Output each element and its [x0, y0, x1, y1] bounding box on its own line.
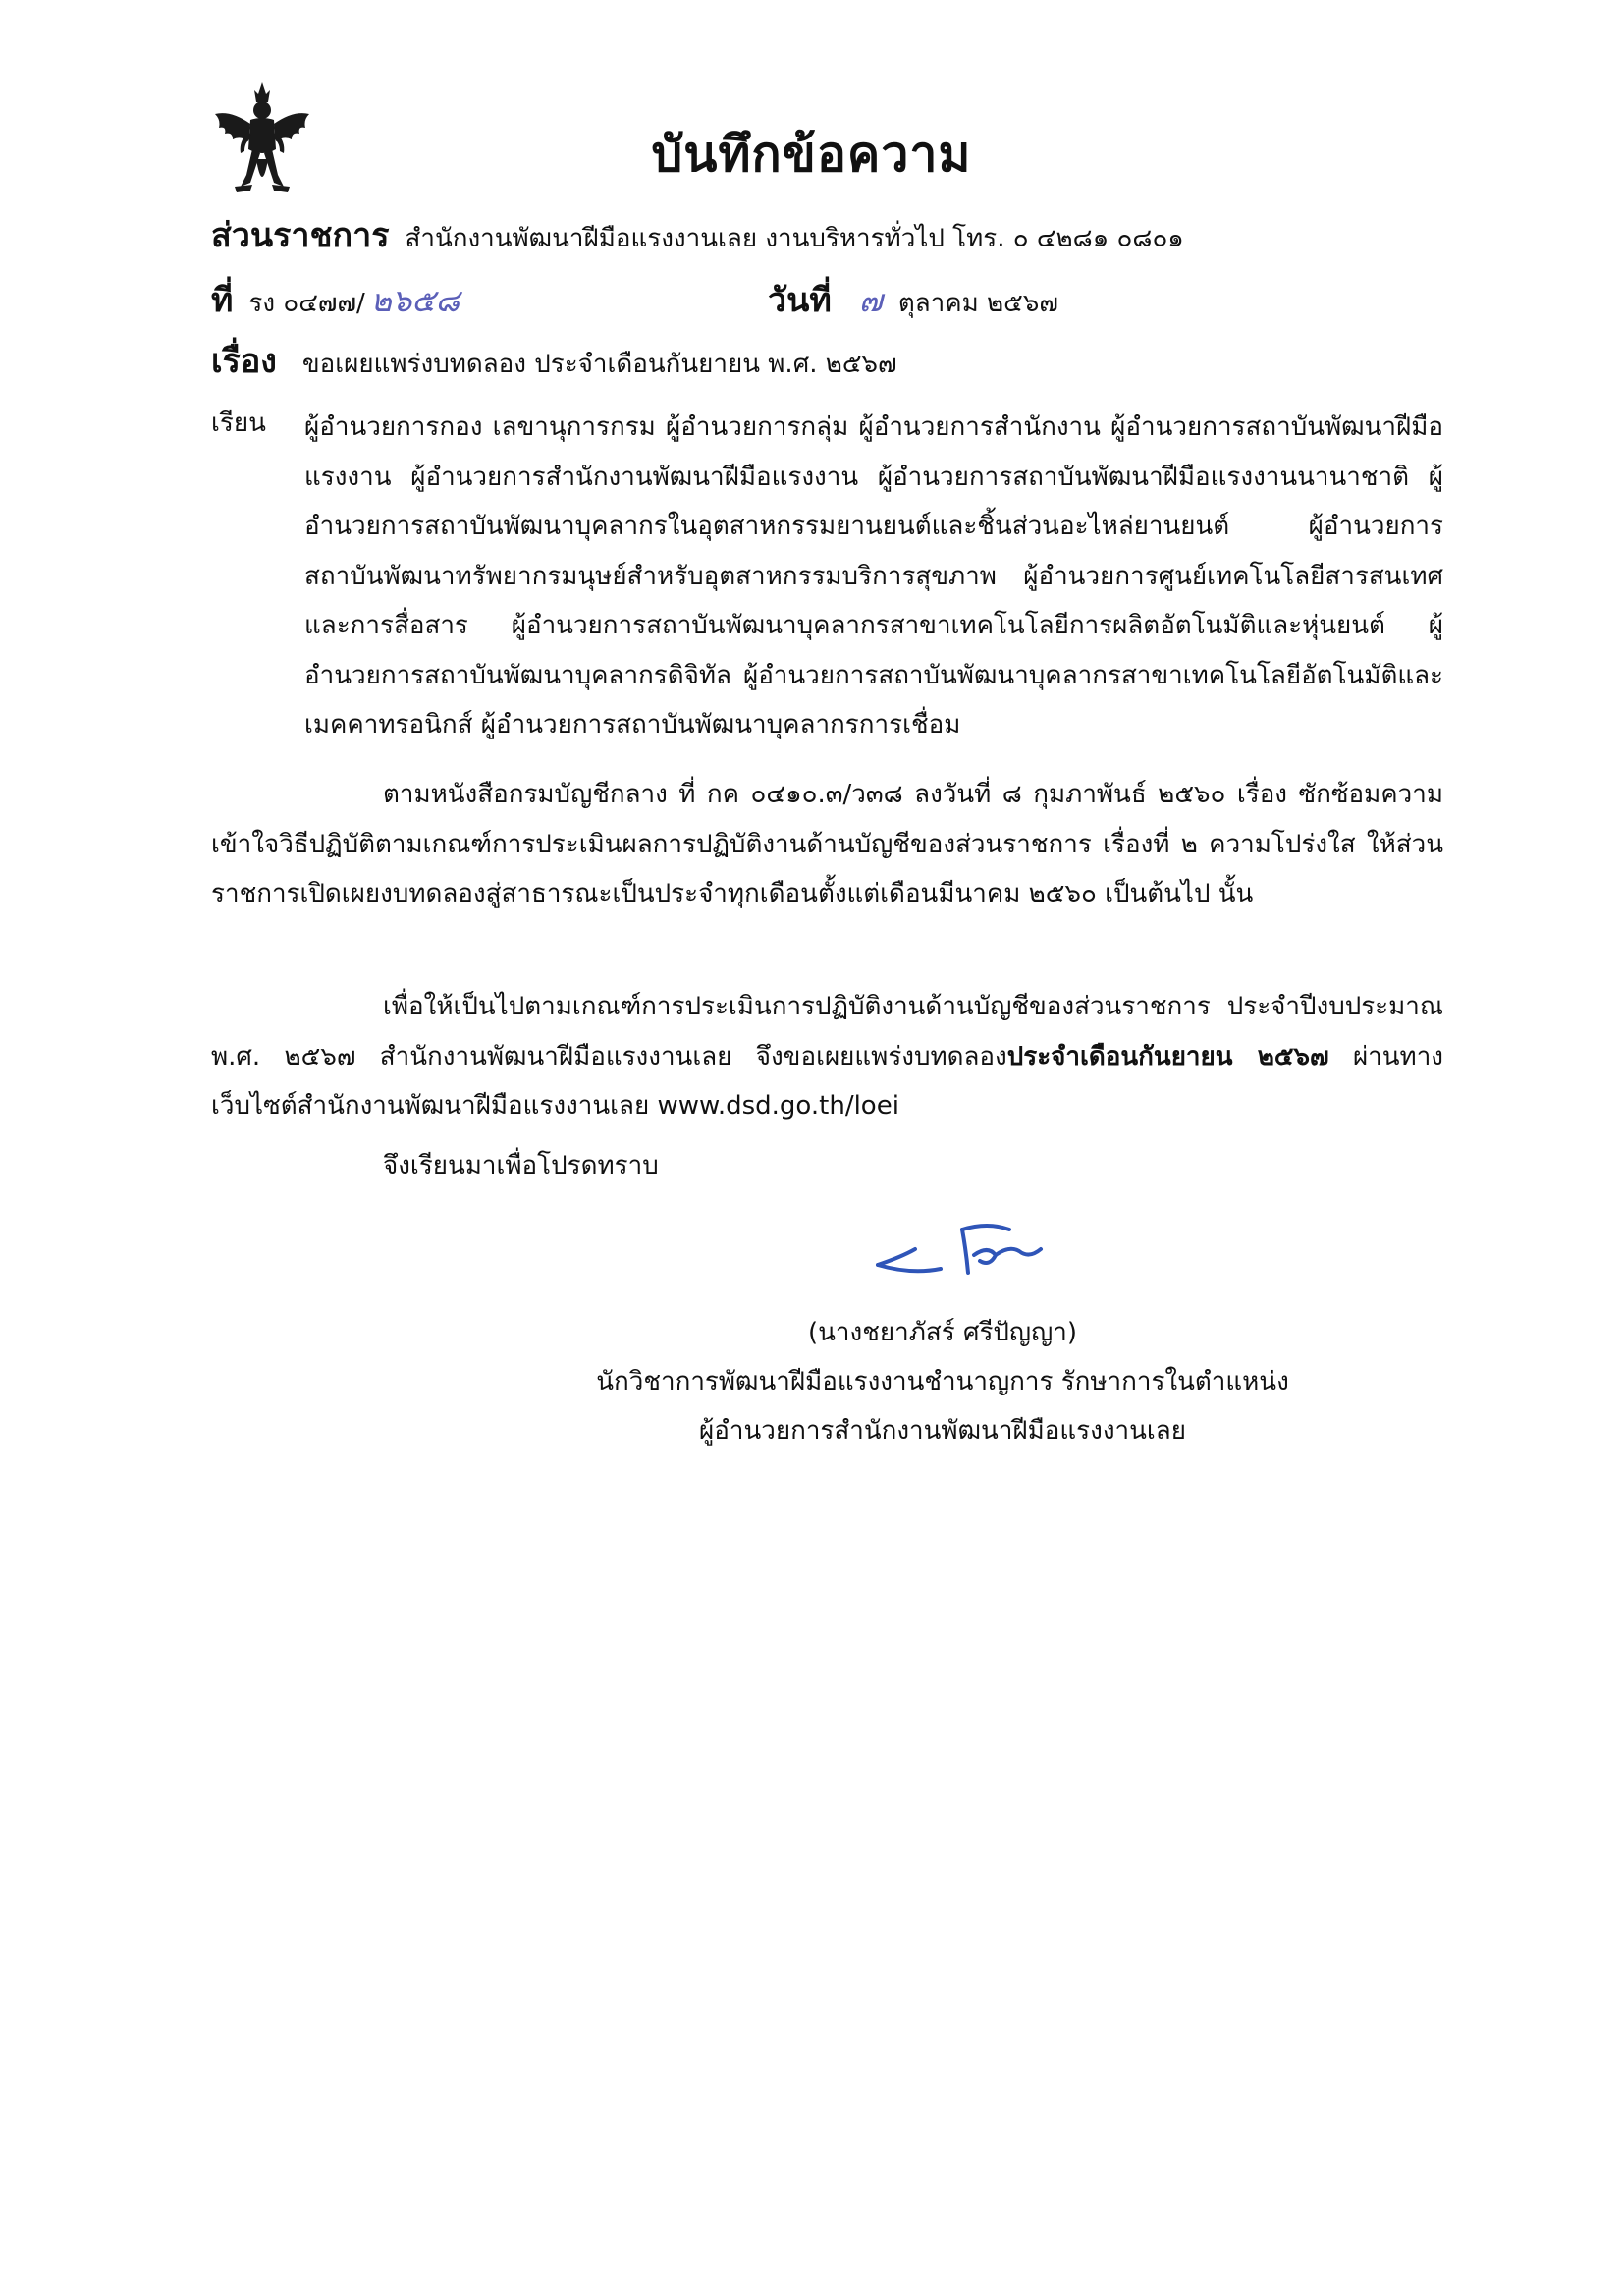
reference-row	[211, 273, 460, 326]
memo-title: บันทึกข้อความ	[651, 126, 972, 183]
paragraph-2-text: เพื่อให้เป็นไปตามเกณฑ์การประเมินการปฏิบัติงานด้านบัญชีของส่วนราชการ ประจำปีงบประมาณ พ.ศ. ๒๕๖๗ สำนักงานพัฒนาฝีมือแรงงานเลย จึงขอเผยแพร่งบทดลอง	[211, 992, 1443, 1071]
date-day-handwritten: ๗	[858, 282, 883, 319]
handwritten-signature	[872, 1216, 1058, 1294]
date-row	[768, 273, 1058, 326]
date-label: วันที่	[768, 281, 832, 320]
agency-row	[211, 208, 1184, 261]
salutation-recipients: ผู้อำนวยการกอง เลขานุการกรม ผู้อำนวยการกลุ่ม ผู้อำนวยการสำนักงาน ผู้อำนวยการสถาบันพัฒนาฝีมือแรงงาน ผู้อำนวยการสำนักงานพัฒนาฝีมือแรงงาน ผู้อำนวยการสถาบันพัฒนาฝีมือแรงงานนานาชาติ ผู้อำนวยการสถาบันพัฒนาบุคลากรในอุตสาหกรรมยานยนต์และชิ้นส่วนอะไหล่ยานยนต์ ผู้อำนวยการสถาบันพัฒนาทรัพยากรมนุษย์สำหรับอุตสาหกรรมบริการสุขภาพ ผู้อำนวยการศูนย์เทคโนโลยีสารสนเทศและการสื่อสาร ผู้อำนวยการสถาบันพัฒนาบุคลากรสาขาเทคโนโลยีการผลิตอัตโนมัติและหุ่นยนต์ ผู้อำนวยการสถาบันพัฒนาบุคลากรดิจิทัล ผู้อำนวยการสถาบันพัฒนาบุคลากรสาขาเทคโนโลยีอัตโนมัติและเมคคาทรอนิกส์ ผู้อำนวยการสถาบันพัฒนาบุคลากรการเชื่อม	[304, 412, 1443, 739]
subject-label: เรื่อง	[211, 342, 277, 381]
agency-text: สำนักงานพัฒนาฝีมือแรงงานเลย งานบริหารทั่วไป โทร. ๐ ๔๒๘๑ ๐๘๐๑	[405, 224, 1184, 253]
date-text: ตุลาคม ๒๕๖๗	[897, 289, 1058, 318]
subject-text: ขอเผยแพร่งบทดลอง ประจำเดือนกันยายน พ.ศ. ๒๕๖๗	[301, 350, 897, 379]
body-paragraph-1: ตามหนังสือกรมบัญชีกลาง ที่ กค ๐๔๑๐.๓/ว๓๘ ลงวันที่ ๘ กุมภาพันธ์ ๒๕๖๐ เรื่อง ซักซ้อมความเข้าใจวิธีปฏิบัติตามเกณฑ์การประเมินผลการปฏิบัติงานด้านบัญชีของส่วนราชการ เรื่องที่ ๒ ความโปร่งใส ให้ส่วนราชการเปิดเผยงบทดลองสู่สาธารณะเป็นประจำทุกเดือนตั้งแต่เดือนมีนาคม ๒๕๖๐ เป็นต้นไป นั้น	[211, 780, 1443, 908]
signer-position: นักวิชาการพัฒนาฝีมือแรงงานชำนาญการ รักษาการในตำแหน่ง	[596, 1367, 1289, 1396]
subject-row	[211, 334, 897, 387]
paragraph-2-website: ผ่านทางเว็บไซต์สำนักงานพัฒนาฝีมือแรงงานเลย www.dsd.go.th/loei	[211, 1041, 1443, 1121]
signer-acting-position: ผู้อำนวยการสำนักงานพัฒนาฝีมือแรงงานเลย	[699, 1416, 1186, 1446]
reference-label: ที่	[211, 281, 234, 320]
paragraph-2-bold-period: ประจำเดือนกันยายน ๒๕๖๗	[1006, 1041, 1329, 1071]
salutation-label: เรียน	[211, 409, 266, 438]
closing-line: จึงเรียนมาเพื่อโปรดทราบ	[383, 1151, 659, 1180]
agency-label: ส่วนราชการ	[211, 216, 390, 255]
body-paragraph-2	[211, 982, 1443, 1131]
reference-prefix: รง ๐๔๗๗/	[248, 289, 365, 318]
reference-number-handwritten: ๒๖๕๘	[370, 282, 460, 319]
signer-name: (นางชยาภัสร์ ศรีปัญญา)	[808, 1318, 1077, 1347]
